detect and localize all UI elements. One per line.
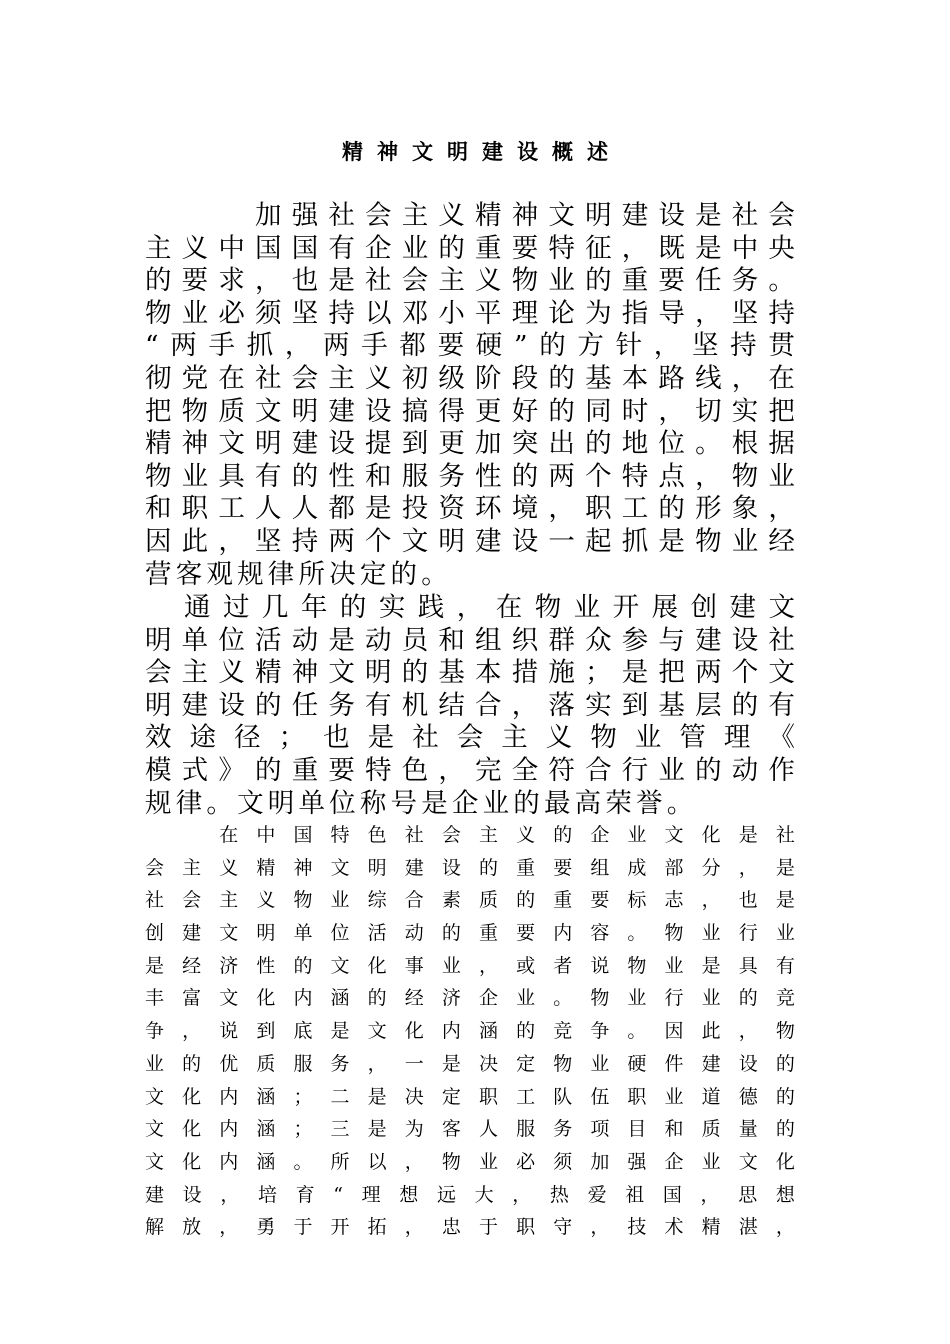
text-line: 文 化 内 涵 ； 二 是 决 定 职 工 队 伍 职 业 道 德 的 bbox=[145, 1085, 795, 1108]
text-line: 文 化 内 涵 ； 三 是 为 客 人 服 务 项 目 和 质 量 的 bbox=[145, 1118, 795, 1141]
text-line: 的 要 求 ， 也 是 社 会 主 义 物 业 的 重 要 任 务 。 bbox=[145, 265, 795, 297]
paragraph-2 bbox=[145, 592, 795, 820]
text-line: 彻 党 在 社 会 主 义 初 级 阶 段 的 基 本 路 线 ， 在 bbox=[145, 362, 795, 394]
document-title: 精神文明建设概述 bbox=[342, 139, 622, 164]
text-line: 争 ， 说 到 底 是 文 化 内 涵 的 竞 争 。 因 此 ， 物 bbox=[145, 1020, 795, 1043]
text-line: 是 经 济 性 的 文 化 事 业 ， 或 者 说 物 业 是 具 有 bbox=[145, 954, 795, 977]
text-line: 规 律 。 文 明 单 位 称 号 是 企 业 的 最 高 荣 誉 。 bbox=[145, 787, 694, 819]
text-line: 明 单 位 活 动 是 动 员 和 组 织 群 众 参 与 建 设 社 bbox=[145, 624, 795, 656]
text-line: 加 强 社 会 主 义 精 神 文 明 建 设 是 社 会 bbox=[255, 200, 795, 231]
text-line: 会 主 义 精 神 文 明 的 基 本 措 施 ； 是 把 两 个 文 bbox=[145, 657, 795, 689]
text-line: 在 中 国 特 色 社 会 主 义 的 企 业 文 化 是 社 bbox=[219, 824, 795, 846]
text-line: 建 设 ， 培 育 “ 理 想 远 大 ， 热 爱 祖 国 ， 思 想 bbox=[145, 1183, 795, 1206]
text-line: 把 物 质 文 明 建 设 搞 得 更 好 的 同 时 ， 切 实 把 bbox=[145, 395, 795, 427]
text-line: 效 途 径 ； 也 是 社 会 主 义 物 业 管 理 《 bbox=[145, 722, 795, 754]
text-line: 会 主 义 精 神 文 明 建 设 的 重 要 组 成 部 分 ， 是 bbox=[145, 856, 795, 879]
text-line: 明 建 设 的 任 务 有 机 结 合 ， 落 实 到 基 层 的 有 bbox=[145, 689, 795, 721]
text-line: 精 神 文 明 建 设 提 到 更 加 突 出 的 地 位 。 根 据 bbox=[145, 428, 795, 460]
text-line: 营 客 观 规 律 所 决 定 的 。 bbox=[145, 558, 448, 590]
paragraph-1 bbox=[145, 200, 795, 591]
text-line: 文 化 内 涵 。 所 以 ， 物 业 必 须 加 强 企 业 文 化 bbox=[145, 1150, 795, 1173]
text-line: 丰 富 文 化 内 涵 的 经 济 企 业 。 物 业 行 业 的 竞 bbox=[145, 987, 795, 1010]
text-line: 通 过 几 年 的 实 践 ， 在 物 业 开 展 创 建 文 bbox=[183, 592, 795, 623]
paragraph-3 bbox=[145, 819, 795, 1244]
text-line: 物 业 必 须 坚 持 以 邓 小 平 理 论 为 指 导 ， 坚 持 bbox=[145, 297, 795, 329]
text-line: 社 会 主 义 物 业 综 合 素 质 的 重 要 标 志 ， 也 是 bbox=[145, 889, 795, 912]
text-line: 主 义 中 国 国 有 企 业 的 重 要 特 征 ， 既 是 中 央 bbox=[145, 232, 795, 264]
text-line: 物 业 具 有 的 性 和 服 务 性 的 两 个 特 点 ， 物 业 bbox=[145, 460, 795, 492]
text-line: “ 两 手 抓 ， 两 手 都 要 硬 ” 的 方 针 ， 坚 持 贯 bbox=[145, 330, 795, 362]
text-line: 创 建 文 明 单 位 活 动 的 重 要 内 容 。 物 业 行 业 bbox=[145, 922, 795, 945]
text-line: 业 的 优 质 服 务 ， 一 是 决 定 物 业 硬 件 建 设 的 bbox=[145, 1052, 795, 1075]
text-line: 和 职 工 人 人 都 是 投 资 环 境 ， 职 工 的 形 象 ， bbox=[145, 493, 795, 525]
text-line: 解 放 ， 勇 于 开 拓 ， 忠 于 职 守 ， 技 术 精 湛 ， bbox=[145, 1216, 795, 1239]
text-line: 因 此 ， 坚 持 两 个 文 明 建 设 一 起 抓 是 物 业 经 bbox=[145, 525, 795, 557]
text-line: 模 式 》 的 重 要 特 色 ， 完 全 符 合 行 业 的 动 作 bbox=[145, 754, 795, 786]
